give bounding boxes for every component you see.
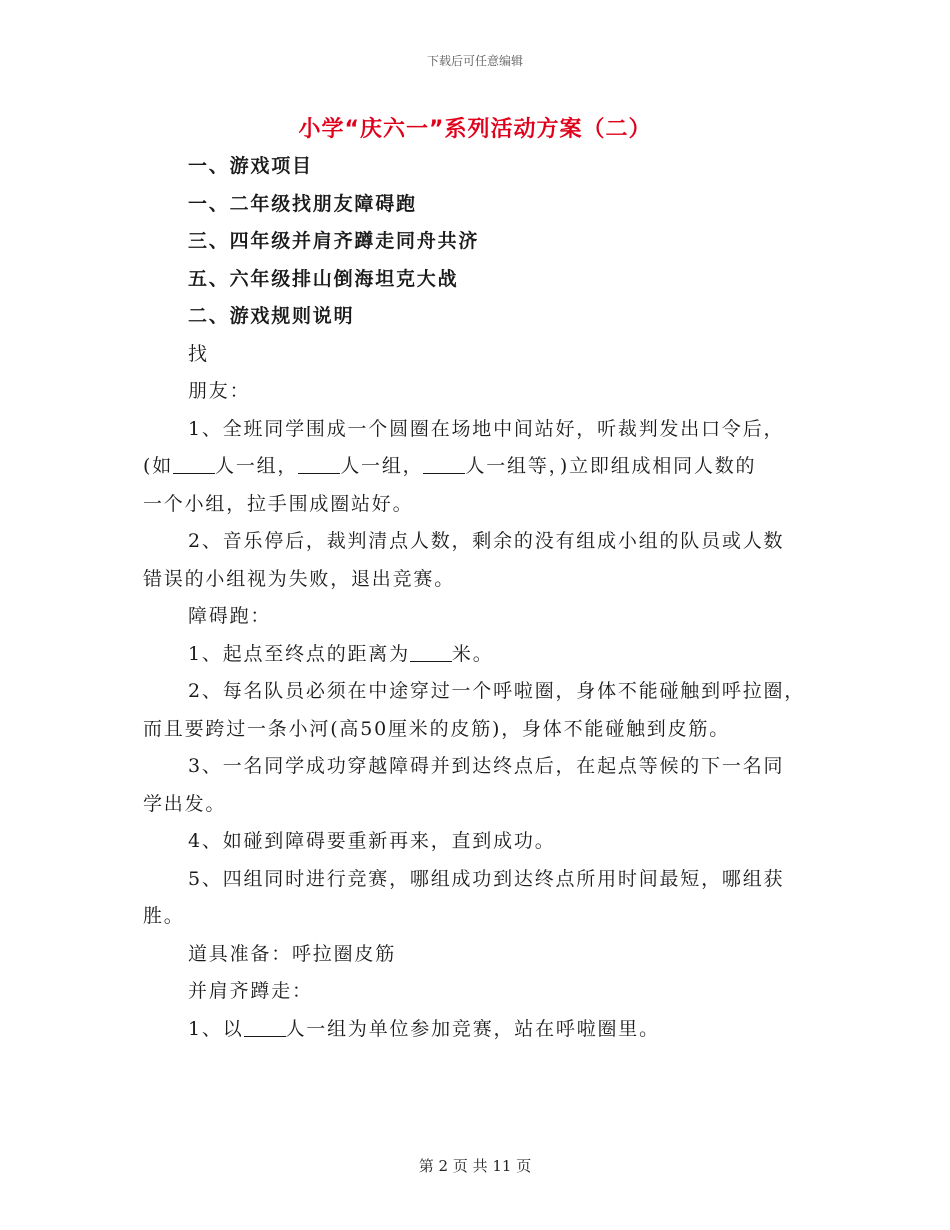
friends-rule-2-line-2: 错误的小组视为失败，退出竞赛。 — [143, 567, 456, 590]
squat-rule-1 — [143, 1011, 813, 1049]
fill-blank — [298, 455, 340, 474]
document-title: 小学“庆六一”系列活动方案（二） — [298, 117, 652, 142]
section-heading-games: 一、游戏项目 — [188, 155, 313, 177]
game-item-2: 三、四年级并肩齐蹲走同舟共济 — [188, 230, 480, 252]
obstacle-rule-2-line-1: 2、每名队员必须在中途穿过一个呼啦圈，身体不能碰触到呼拉圈， — [188, 680, 806, 702]
friends-rule-1-line-3: 一个小组，拉手围成圈站好。 — [143, 492, 414, 515]
section-heading-rules: 二、游戏规则说明 — [188, 305, 355, 327]
text-fragment: 人一组为单位参加竞赛，站在呼啦圈里。 — [285, 1017, 660, 1040]
text-fragment: 1、以 — [188, 1017, 244, 1040]
fill-blank — [423, 455, 465, 474]
text-fragment: 人一组， — [215, 455, 299, 477]
page-number: 第 2 页 共 11 页 — [418, 1157, 532, 1175]
text-fragment: (如 — [143, 455, 174, 477]
obstacle-rule-5-line-2: 胜。 — [143, 905, 185, 927]
obstacle-rule-3-line-1: 3、一名同学成功穿越障碍并到达终点后，在起点等候的下一名同 — [188, 755, 785, 777]
obstacle-rule-2-line-2: 而且要跨过一条小河(高50厘米的皮筋)，身体不能碰触到皮筋。 — [143, 717, 731, 740]
obstacle-run-label: 障碍跑： — [188, 605, 272, 627]
obstacle-rule-4: 4、如碰到障碍要重新再来，直到成功。 — [188, 830, 556, 852]
find-friends-label-b: 朋友： — [188, 380, 251, 402]
obstacle-rule-5-line-1: 5、四组同时进行竞赛，哪组成功到达终点所用时间最短，哪组获 — [188, 867, 785, 890]
fill-blank — [244, 1018, 286, 1037]
text-fragment: 米。 — [451, 642, 494, 665]
find-friends-label-a: 找 — [188, 342, 209, 365]
text-fragment: 人一组， — [340, 455, 424, 477]
props-preparation: 道具准备：呼拉圈皮筋 — [188, 942, 397, 965]
friends-rule-2-line-1: 2、音乐停后，裁判清点人数，剩余的没有组成小组的队员或人数 — [188, 530, 785, 552]
squat-walk-label: 并肩齐蹲走： — [188, 980, 313, 1002]
text-fragment: 人一组等，)立即组成相同人数的 — [465, 455, 757, 477]
text-fragment: 1、起点至终点的距离为 — [188, 642, 410, 665]
obstacle-rule-1 — [143, 636, 813, 674]
document-body — [143, 148, 813, 1048]
page-header: 下载后可任意编辑 — [426, 54, 523, 68]
obstacle-rule-3-line-2: 学出发。 — [143, 792, 227, 815]
game-item-1: 一、二年级找朋友障碍跑 — [188, 192, 417, 215]
friends-rule-1-line-2 — [143, 448, 813, 486]
fill-blank — [410, 643, 452, 662]
friends-rule-1-line-1: 1、全班同学围成一个圆圈在场地中间站好，听裁判发出口令后， — [188, 417, 785, 440]
game-item-3: 五、六年级排山倒海坦克大战 — [188, 267, 459, 290]
fill-blank — [173, 455, 215, 474]
